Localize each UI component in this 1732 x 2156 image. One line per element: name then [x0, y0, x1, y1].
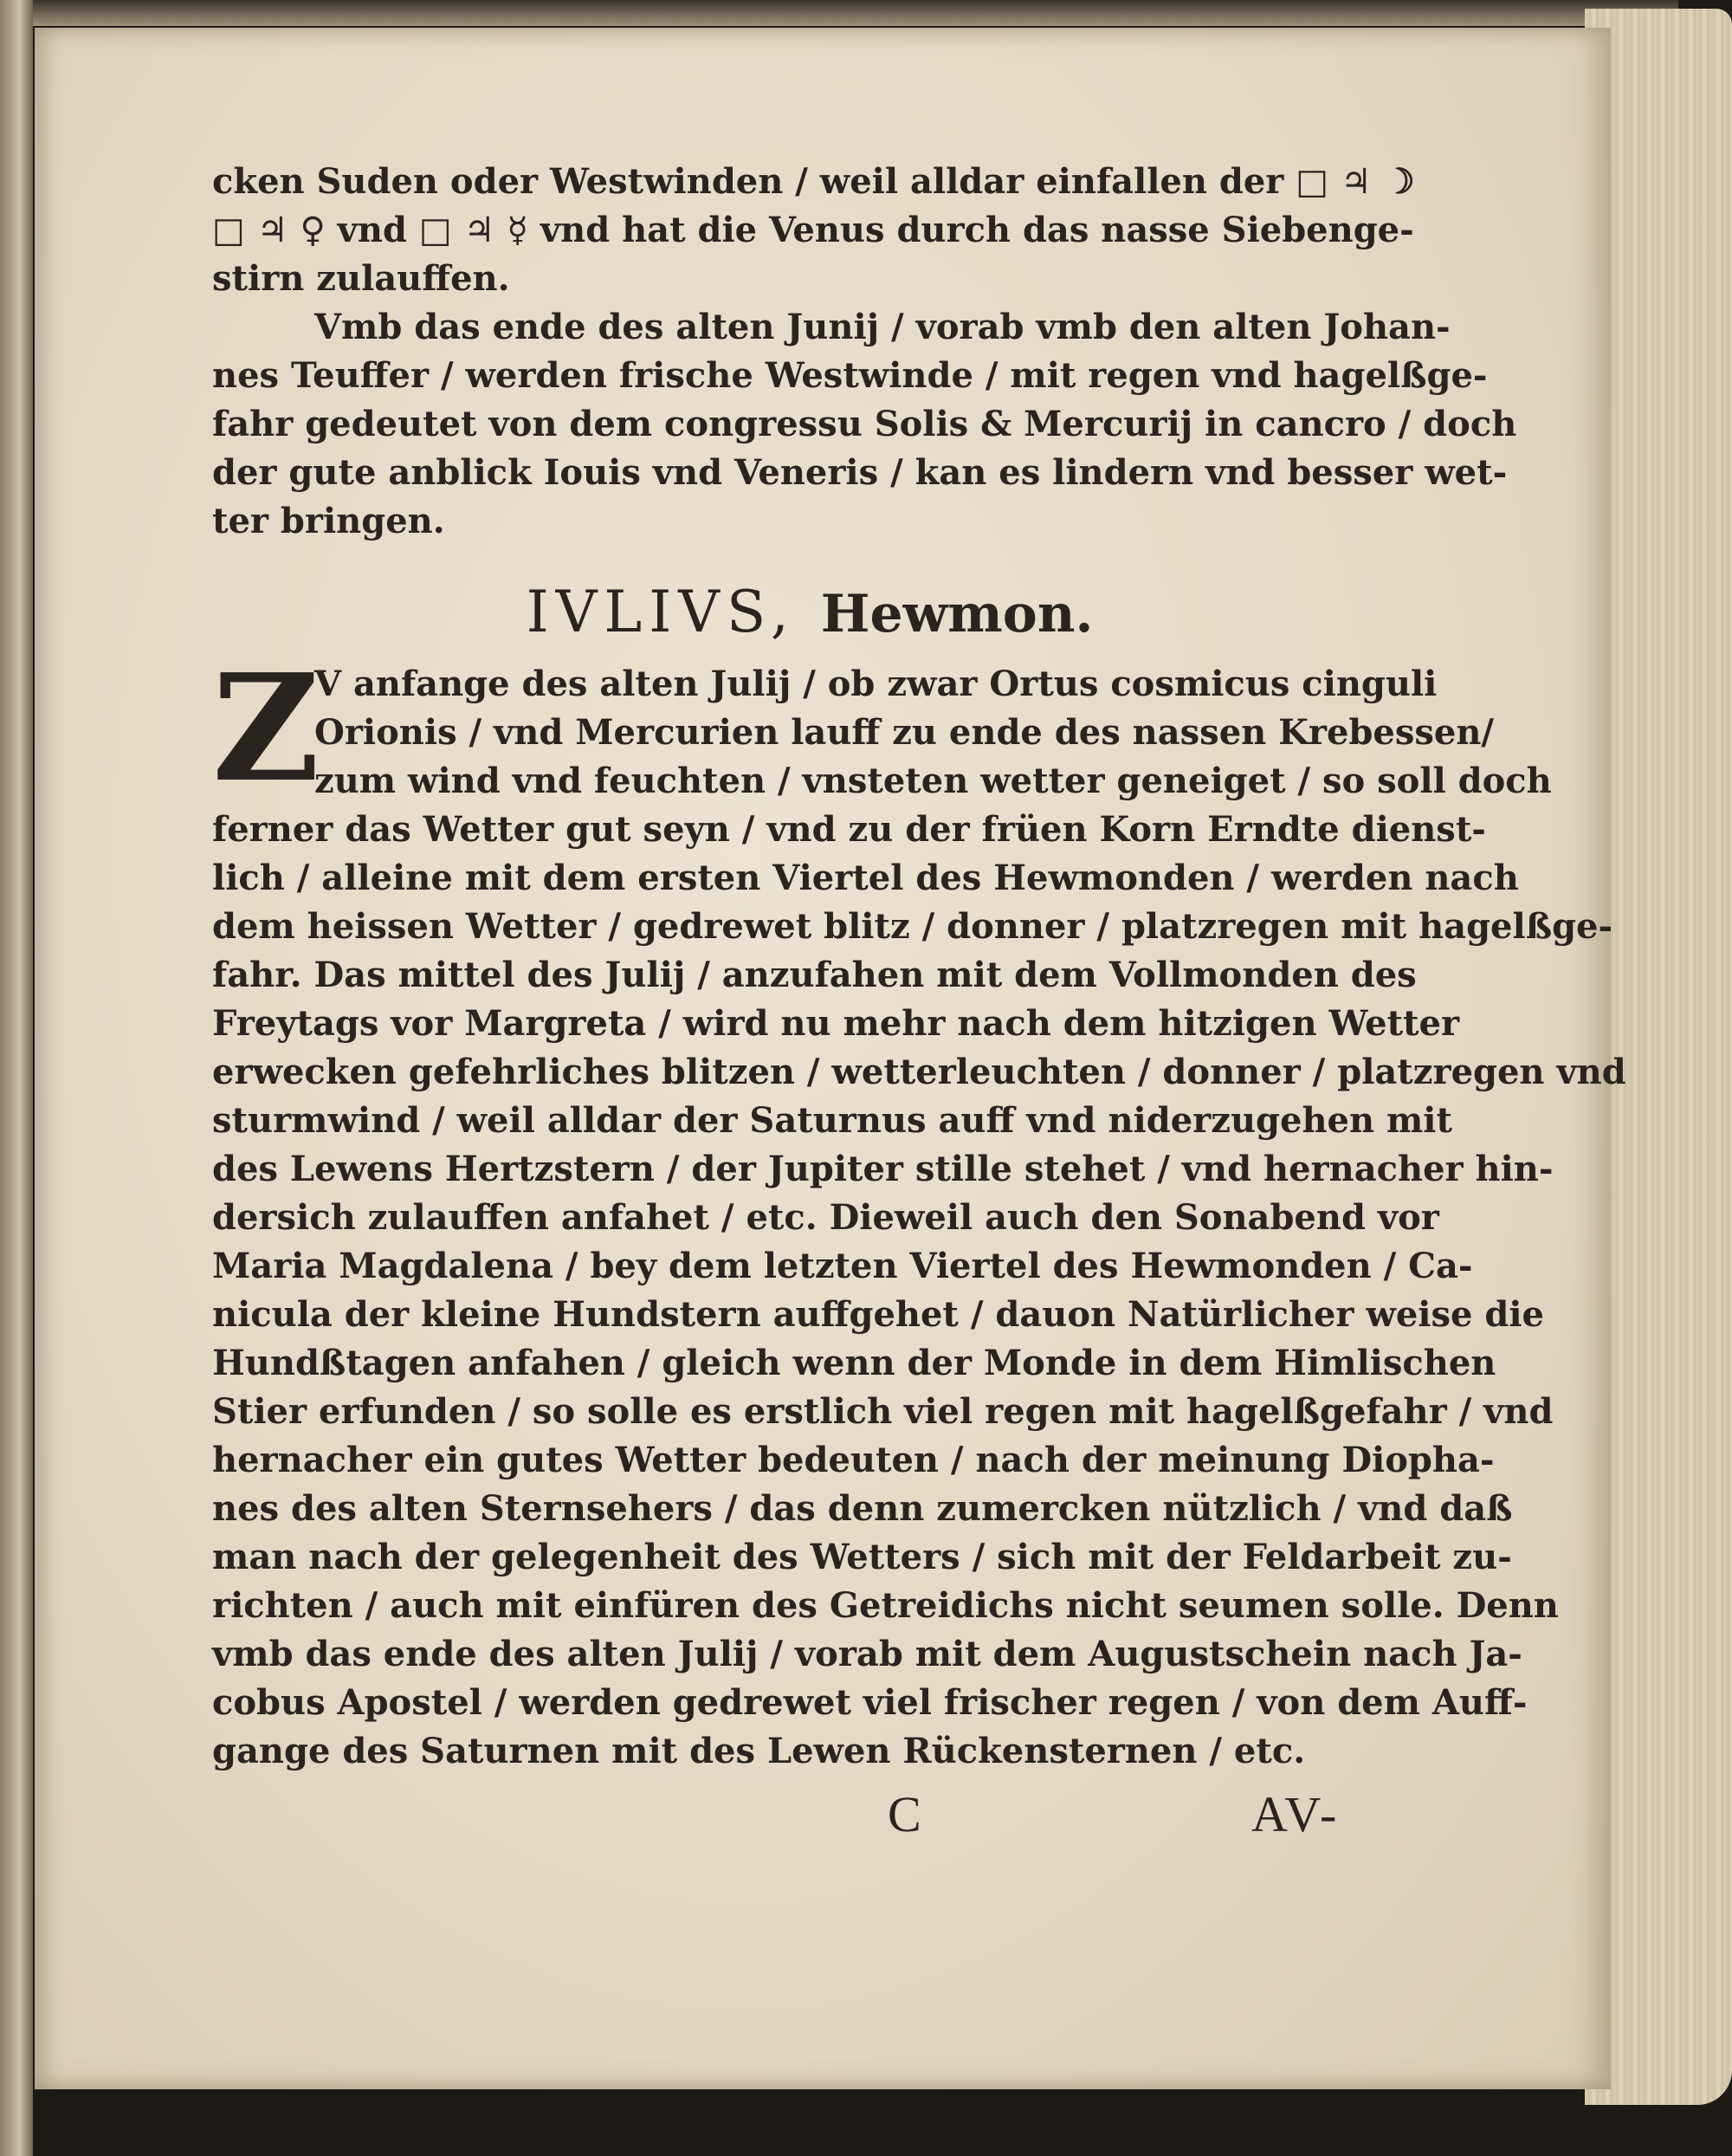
text-line: erwecken gefehrliches blitzen / wetterleuchten / donner / platzregen vnd: [212, 1052, 1626, 1092]
text-line: dersich zulauffen anfahet / etc. Dieweil auch den Sonabend vor: [212, 1197, 1439, 1238]
month-heading: [212, 546, 1407, 660]
book-top-edge: [33, 0, 1678, 26]
text-line: der gute anblick Iouis vnd Veneris / kan es lindern vnd besser wet-: [212, 452, 1508, 493]
text-line: richten / auch mit einfüren des Getreidichs nicht seumen solle. Denn: [212, 1585, 1559, 1626]
text-line: stirn zulauffen.: [212, 258, 510, 299]
text-line: Freytags vor Margreta / wird nu mehr nach dem hitzigen Wetter: [212, 1003, 1460, 1044]
text-line: Vmb das ende des alten Junij / vorab vmb den alten Johan-: [314, 307, 1451, 347]
drop-cap: Z: [212, 642, 320, 815]
page-footer: [212, 1776, 1407, 1854]
text-line: gange des Saturnen mit des Lewen Rückensternen / etc.: [212, 1731, 1306, 1771]
text-line: V anfange des alten Julij / ob zwar Ortus cosmicus cinguli: [314, 664, 1438, 704]
text-line: Orionis / vnd Mercurien lauff zu ende des nassen Krebessen/: [314, 712, 1495, 753]
text-line: zum wind vnd feuchten / vnsteten wetter geneiget / so soll doch: [314, 761, 1552, 801]
text-line: fahr. Das mittel des Julij / anzufahen mit dem Vollmonden des: [212, 955, 1417, 995]
june-paragraph: [212, 303, 1517, 546]
intro-paragraph: [212, 158, 1415, 303]
catchword: AV-: [1251, 1786, 1341, 1842]
facing-page-edge: [0, 0, 33, 2156]
text-line: man nach der gelegenheit des Wetters / sich mit der Feldarbeit zu-: [212, 1537, 1512, 1577]
text-line: cken Suden oder Westwinden / weil alldar einfallen der □ ♃ ☽: [212, 161, 1415, 202]
signature-mark: C: [888, 1786, 921, 1842]
text-line: des Lewens Hertzstern / der Jupiter stille stehet / vnd hernacher hin-: [212, 1149, 1554, 1189]
text-line: cobus Apostel / werden gedrewet viel frischer regen / von dem Auff-: [212, 1682, 1528, 1723]
text-line: nes des alten Sternsehers / das denn zumercken nützlich / vnd daß: [212, 1488, 1513, 1529]
heading-german: Hewmon.: [820, 584, 1094, 644]
text-line: □ ♃ ♀ vnd □ ♃ ☿ vnd hat die Venus durch das nasse Siebenge-: [212, 210, 1414, 250]
heading-latin: IVLIVS,: [526, 579, 796, 645]
text-line: lich / alleine mit dem ersten Viertel des Hewmonden / werden nach: [212, 858, 1519, 898]
text-line: dem heissen Wetter / gedrewet blitz / donner / platzregen mit hagelßge-: [212, 906, 1613, 947]
text-line: ferner das Wetter gut seyn / vnd zu der früen Korn Erndte dienst-: [212, 809, 1486, 850]
text-line: sturmwind / weil alldar der Saturnus auff vnd niderzugehen mit: [212, 1100, 1452, 1141]
text-line: Stier erfunden / so solle es erstlich viel regen mit hagelßgefahr / vnd: [212, 1391, 1554, 1432]
page-paper: [35, 28, 1626, 2089]
text-line: nicula der kleine Hundstern auffgehet / dauon Natürlicher weise die: [212, 1294, 1544, 1335]
july-paragraph: [212, 642, 1626, 1776]
text-line: Maria Magdalena / bey dem letzten Viertel des Hewmonden / Ca-: [212, 1246, 1473, 1286]
text-line: fahr gedeutet von dem congressu Solis & Mercurij in cancro / doch: [212, 404, 1517, 444]
page-text: [212, 158, 1626, 1854]
text-line: nes Teuffer / werden frische Westwinde / mit regen vnd hagelßge-: [212, 355, 1488, 396]
text-line: ter bringen.: [212, 501, 445, 541]
text-line: vmb das ende des alten Julij / vorab mit dem Augustschein nach Ja-: [212, 1634, 1522, 1674]
text-line: Hundßtagen anfahen / gleich wenn der Monde in dem Himlischen: [212, 1343, 1496, 1383]
text-line: hernacher ein gutes Wetter bedeuten / nach der meinung Diopha-: [212, 1440, 1495, 1480]
